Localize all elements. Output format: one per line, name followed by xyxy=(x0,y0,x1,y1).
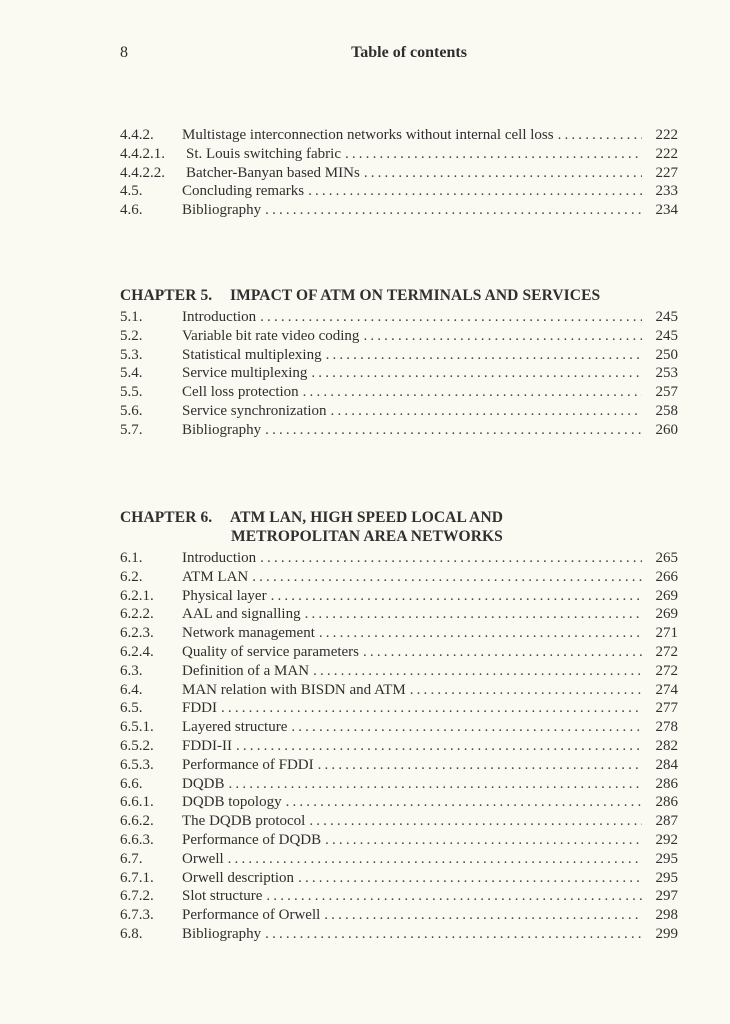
toc-entry-title: Cell loss protection xyxy=(182,384,299,401)
toc-entry-page: 233 xyxy=(655,183,678,200)
toc-entry-title: Bibliography xyxy=(182,925,262,942)
toc-entry-title: Orwell description xyxy=(182,869,295,886)
toc-entry-title: Introduction xyxy=(182,550,257,566)
toc-entry-page: 277 xyxy=(655,700,678,717)
dot-leader xyxy=(221,700,642,717)
chapter-label: CHAPTER 6. xyxy=(120,509,213,526)
toc-entry-title: Physical layer xyxy=(182,587,267,604)
dot-leader xyxy=(363,644,642,661)
toc-entry-number: 6.2.4. xyxy=(120,643,154,660)
toc-entry-number: 6.5.1. xyxy=(120,719,154,736)
dot-leader xyxy=(305,606,642,623)
toc-list xyxy=(120,127,678,221)
toc-entry xyxy=(120,384,678,403)
toc-entry-page: 298 xyxy=(655,907,678,924)
toc-entry-number: 6.6. xyxy=(120,775,143,792)
toc-entry-number: 5.7. xyxy=(120,421,143,438)
dot-leader xyxy=(313,663,642,680)
toc-entry xyxy=(120,700,678,719)
dot-leader xyxy=(326,347,642,364)
toc-entry-number: 6.2.1. xyxy=(120,587,154,604)
toc-entry xyxy=(120,926,678,945)
toc-entry xyxy=(120,588,678,607)
toc-entry-page: 297 xyxy=(655,888,678,905)
toc-entry-page: 274 xyxy=(655,681,678,698)
toc-entry xyxy=(120,738,678,757)
page-number: 8 xyxy=(120,44,128,61)
toc-entry xyxy=(120,888,678,907)
toc-entry-title: Orwell xyxy=(182,850,224,867)
toc-entry-page: 292 xyxy=(655,831,678,848)
dot-leader xyxy=(319,625,642,642)
toc-entry-title: Concluding remarks xyxy=(182,183,305,200)
toc-entry-number: 5.6. xyxy=(120,402,143,419)
toc-entry-title: Performance of Orwell xyxy=(182,907,321,924)
toc-entry-number: 6.2. xyxy=(120,568,143,585)
dot-leader xyxy=(228,851,642,868)
toc-entry-page: 222 xyxy=(655,145,678,162)
dot-leader xyxy=(286,794,642,811)
dot-leader xyxy=(291,719,642,736)
toc-entry-number: 6.6.3. xyxy=(120,831,154,848)
toc-entry-page: 245 xyxy=(655,309,678,325)
toc-entry-number: 4.5. xyxy=(120,183,143,200)
toc-entry-number: 6.7.2. xyxy=(120,888,154,905)
chapter-title: IMPACT OF ATM ON TERMINALS AND SERVICES xyxy=(230,287,601,304)
dot-leader xyxy=(558,127,642,144)
toc-list xyxy=(120,550,678,945)
toc-entry-page: 282 xyxy=(655,737,678,754)
dot-leader xyxy=(252,569,642,586)
dot-leader xyxy=(236,738,642,755)
toc-entry-page: 278 xyxy=(655,719,678,736)
toc-entry-number: 5.5. xyxy=(120,384,143,401)
toc-entry-title: Service synchronization xyxy=(182,402,327,419)
dot-leader xyxy=(265,926,642,943)
toc-entry-page: 284 xyxy=(655,756,678,773)
dot-leader xyxy=(265,422,642,439)
toc-entry xyxy=(120,663,678,682)
dot-leader xyxy=(260,550,642,567)
toc-entry-title: Service multiplexing xyxy=(182,365,308,382)
toc-entry-number: 5.2. xyxy=(120,327,143,344)
toc-entry xyxy=(120,625,678,644)
toc-entry-number: 6.4. xyxy=(120,681,143,698)
dot-leader xyxy=(410,682,642,699)
toc-entry-page: 286 xyxy=(655,775,678,792)
dot-leader xyxy=(331,403,642,420)
toc-entry-title: FDDI xyxy=(182,700,218,717)
toc-entry-number: 5.4. xyxy=(120,365,143,382)
toc-entry-number: 4.4.2.2. xyxy=(120,164,165,181)
toc-entry-page: 295 xyxy=(655,869,678,886)
toc-entry-number: 5.3. xyxy=(120,346,143,363)
dot-leader xyxy=(318,757,642,774)
toc-entry-page: 287 xyxy=(655,813,678,830)
toc-entry xyxy=(120,146,678,165)
toc-entry-title: Variable bit rate video coding xyxy=(182,327,360,344)
dot-leader xyxy=(309,813,642,830)
toc-entry-number: 6.2.2. xyxy=(120,606,154,623)
toc-entry-number: 6.5.3. xyxy=(120,756,154,773)
toc-entry-title: Layered structure xyxy=(182,719,288,736)
toc-entry xyxy=(120,832,678,851)
dot-leader xyxy=(363,328,642,345)
toc-entry xyxy=(120,606,678,625)
toc-entry-title: The DQDB protocol xyxy=(182,813,306,830)
toc-entry-title: Definition of a MAN xyxy=(182,662,310,679)
toc-entry-page: 257 xyxy=(655,384,678,401)
toc-entry xyxy=(120,870,678,889)
toc-entry-number: 6.5. xyxy=(120,700,143,717)
toc-entry xyxy=(120,183,678,202)
toc-entry-title: Introduction xyxy=(182,309,257,325)
chapter6-section xyxy=(120,508,678,945)
dot-leader xyxy=(324,907,642,924)
toc-entry-title: FDDI-II xyxy=(182,737,232,754)
toc-entry-number: 6.1. xyxy=(120,550,143,566)
chapter5-section xyxy=(120,286,678,441)
toc-entry xyxy=(120,365,678,384)
toc-entry xyxy=(120,328,678,347)
toc-entry-page: 260 xyxy=(655,421,678,438)
dot-leader xyxy=(260,309,642,326)
toc-entry-page: 269 xyxy=(655,587,678,604)
toc-entry-number: 6.7.3. xyxy=(120,907,154,924)
toc-entry-title: Bibliography xyxy=(182,202,262,219)
dot-leader xyxy=(229,776,642,793)
toc-entry xyxy=(120,403,678,422)
dot-leader xyxy=(325,832,642,849)
chapter-title-line2: METROPOLITAN AREA NETWORKS xyxy=(231,528,503,545)
toc-entry-title: Performance of FDDI xyxy=(182,756,314,773)
toc-entry-page: 295 xyxy=(655,850,678,867)
toc-entry-title: Bibliography xyxy=(182,421,262,438)
dot-leader xyxy=(311,365,642,382)
toc-entry-number: 6.8. xyxy=(120,925,143,942)
dot-leader xyxy=(303,384,642,401)
toc-entry xyxy=(120,682,678,701)
toc-entry xyxy=(120,347,678,366)
toc-entry-page: 250 xyxy=(655,346,678,363)
toc-entry xyxy=(120,907,678,926)
toc-entry-title: St. Louis switching fabric xyxy=(186,145,341,162)
dot-leader xyxy=(308,183,642,200)
toc-entry-page: 258 xyxy=(655,402,678,419)
chapter-heading xyxy=(120,286,678,305)
toc-entry-page: 265 xyxy=(655,550,678,566)
toc-entry-page: 234 xyxy=(655,202,678,219)
toc-entry xyxy=(120,569,678,588)
toc-entry xyxy=(120,309,678,328)
toc-entry-title: DQDB topology xyxy=(182,794,282,811)
running-title: Table of contents xyxy=(351,44,467,61)
toc-entry-title: Network management xyxy=(182,625,315,642)
toc-entry xyxy=(120,550,678,569)
toc-entry xyxy=(120,757,678,776)
dot-leader xyxy=(364,165,642,182)
toc-entry-title: Statistical multiplexing xyxy=(182,346,322,363)
toc-entry-title: MAN relation with BISDN and ATM xyxy=(182,681,406,698)
chapter-heading xyxy=(120,508,678,546)
dot-leader xyxy=(271,588,642,605)
toc-entry-page: 253 xyxy=(655,365,678,382)
toc-entry-number: 6.7. xyxy=(120,850,143,867)
toc-entry xyxy=(120,644,678,663)
toc-entry-number: 4.4.2. xyxy=(120,127,154,143)
toc-entry xyxy=(120,776,678,795)
toc-entry-page: 272 xyxy=(655,662,678,679)
toc-entry-page: 245 xyxy=(655,327,678,344)
toc-entry xyxy=(120,202,678,221)
toc-entry-page: 222 xyxy=(655,127,678,143)
toc-entry-number: 4.4.2.1. xyxy=(120,145,165,162)
toc-entry-title: ATM LAN xyxy=(182,568,249,585)
page-header xyxy=(120,44,678,66)
toc-entry xyxy=(120,794,678,813)
toc-entry-number: 4.6. xyxy=(120,202,143,219)
toc-entry xyxy=(120,851,678,870)
toc-entry-number: 6.6.1. xyxy=(120,794,154,811)
toc-entry-title: DQDB xyxy=(182,775,225,792)
toc-entry-page: 286 xyxy=(655,794,678,811)
toc-entry-title: AAL and signalling xyxy=(182,606,301,623)
toc-entry xyxy=(120,719,678,738)
toc-entry xyxy=(120,127,678,146)
chapter-title-line1: ATM LAN, HIGH SPEED LOCAL AND xyxy=(230,509,504,526)
dot-leader xyxy=(298,870,642,887)
toc-entry xyxy=(120,813,678,832)
toc-entry-title: Quality of service parameters xyxy=(182,643,360,660)
dot-leader xyxy=(345,146,642,163)
chapter4-continuation xyxy=(120,127,678,221)
toc-entry-number: 6.7.1. xyxy=(120,869,154,886)
toc-entry-number: 6.3. xyxy=(120,662,143,679)
toc-entry-title: Batcher-Banyan based MINs xyxy=(186,164,360,181)
toc-entry xyxy=(120,165,678,184)
toc-list xyxy=(120,309,678,441)
toc-entry-page: 266 xyxy=(655,568,678,585)
dot-leader xyxy=(266,888,642,905)
toc-entry-number: 6.5.2. xyxy=(120,737,154,754)
toc-entry-title: Slot structure xyxy=(182,888,263,905)
toc-entry-number: 5.1. xyxy=(120,309,143,325)
toc-entry-page: 299 xyxy=(655,925,678,942)
toc-entry-title: Multistage interconnection networks without internal cell loss xyxy=(182,127,554,143)
toc-entry-page: 271 xyxy=(655,625,678,642)
toc-entry xyxy=(120,422,678,441)
dot-leader xyxy=(265,202,642,219)
toc-entry-page: 227 xyxy=(655,164,678,181)
toc-entry-title: Performance of DQDB xyxy=(182,831,322,848)
toc-entry-number: 6.2.3. xyxy=(120,625,154,642)
toc-entry-page: 269 xyxy=(655,606,678,623)
chapter-label: CHAPTER 5. xyxy=(120,287,213,304)
toc-entry-page: 272 xyxy=(655,643,678,660)
toc-entry-number: 6.6.2. xyxy=(120,813,154,830)
